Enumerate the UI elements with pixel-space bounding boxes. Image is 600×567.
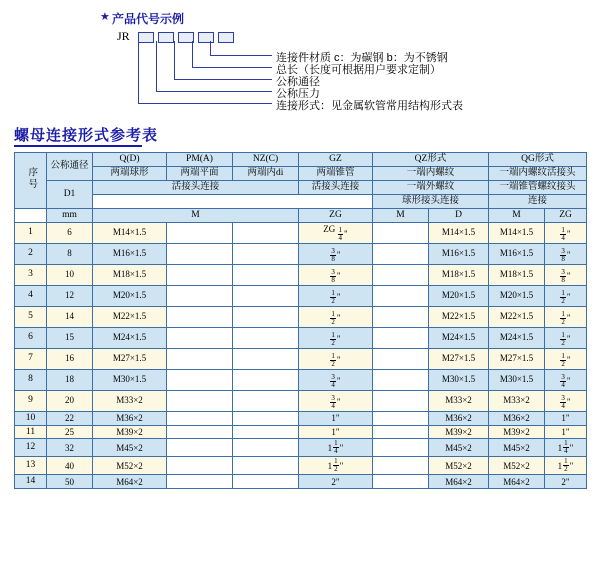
header-sub-d: D: [429, 208, 489, 222]
cell-q-m: M30×1.5: [93, 369, 167, 390]
table-row: [15, 475, 587, 489]
code-box-1: [138, 32, 154, 43]
cell-seq: 8: [15, 369, 47, 390]
header-group-desc2-qg: 一端锥管螺纹接头: [489, 180, 587, 194]
header-group-desc-q: 两端球形: [93, 166, 167, 180]
cell-seq: 2: [15, 243, 47, 264]
table-row: [15, 327, 587, 348]
cell-qg-m: M18×1.5: [489, 264, 545, 285]
cell-qz-m: [373, 222, 429, 243]
cell-pm-m: [167, 369, 233, 390]
cell-q-m: M18×1.5: [93, 264, 167, 285]
cell-nominal-bore: 6: [47, 222, 93, 243]
cell-pm-m: [167, 457, 233, 475]
leader-line-h3: [174, 79, 272, 80]
cell-qz-m: [373, 369, 429, 390]
cell-gz-zg: $\frac{1}{2}$ ": [299, 306, 373, 327]
cell-seq: 7: [15, 348, 47, 369]
cell-qz-m: [373, 457, 429, 475]
star-icon: ★: [100, 11, 110, 23]
header-group-desc-qg: 一端内螺纹活接头: [489, 166, 587, 180]
cell-qz-d: M18×1.5: [429, 264, 489, 285]
cell-seq: 10: [15, 411, 47, 425]
cell-seq: 4: [15, 285, 47, 306]
table-row: [15, 285, 587, 306]
cell-nz-m: [233, 348, 299, 369]
cell-gz-zg: 1": [299, 411, 373, 425]
cell-qg-zg: $\frac{3}{8}$ ": [545, 264, 587, 285]
cell-q-m: M16×1.5: [93, 243, 167, 264]
page-title: 螺母连接形式参考表: [14, 127, 159, 144]
cell-qg-m: M30×1.5: [489, 369, 545, 390]
cell-pm-m: [167, 348, 233, 369]
cell-seq: 13: [15, 457, 47, 475]
cell-nz-m: [233, 457, 299, 475]
cell-qg-zg: $\frac{1}{2}$ ": [545, 306, 587, 327]
cell-seq: 14: [15, 475, 47, 489]
table-row: [15, 369, 587, 390]
cell-qg-zg: $\frac{1}{2}$ ": [545, 285, 587, 306]
header-sub-zg-1: ZG: [299, 208, 373, 222]
cell-q-m: M33×2: [93, 390, 167, 411]
header-group-code-q: Q(D): [93, 153, 167, 167]
cell-qg-zg: 1 $\frac{1}{2}$ ": [545, 457, 587, 475]
cell-qz-d: M45×2: [429, 439, 489, 457]
cell-pm-m: [167, 222, 233, 243]
cell-nz-m: [233, 285, 299, 306]
legend-label-connection-form: 连接形式：见金属软管常用结构形式表: [276, 100, 463, 112]
cell-qz-d: M33×2: [429, 390, 489, 411]
cell-pm-m: [167, 411, 233, 425]
cell-q-m: M22×1.5: [93, 306, 167, 327]
cell-pm-m: [167, 475, 233, 489]
table-row: [15, 348, 587, 369]
cell-q-m: M36×2: [93, 411, 167, 425]
leader-line-h4: [192, 67, 272, 68]
cell-qg-zg: 2": [545, 475, 587, 489]
cell-gz-zg: $\frac{3}{8}$ ": [299, 264, 373, 285]
cell-seq: 3: [15, 264, 47, 285]
spec-table: [14, 152, 587, 489]
leader-line-h1: [138, 103, 272, 104]
table-row: [15, 425, 587, 439]
cell-qg-zg: $\frac{1}{2}$ ": [545, 348, 587, 369]
header-group-code-nz: NZ(C): [233, 153, 299, 167]
cell-qz-m: [373, 306, 429, 327]
cell-qg-zg: 1": [545, 411, 587, 425]
header-d1-label: D1: [47, 180, 93, 208]
cell-nz-m: [233, 264, 299, 285]
header-sub-m-3: M: [489, 208, 545, 222]
cell-gz-zg: $\frac{3}{8}$ ": [299, 243, 373, 264]
legend-label-nominal-pressure: 公称压力: [276, 88, 320, 100]
cell-qg-m: M27×1.5: [489, 348, 545, 369]
cell-gz-zg: $\frac{1}{2}$ ": [299, 348, 373, 369]
cell-qg-zg: $\frac{3}{8}$ ": [545, 243, 587, 264]
cell-qg-m: M14×1.5: [489, 222, 545, 243]
cell-gz-zg: $\frac{1}{2}$ ": [299, 327, 373, 348]
code-box-2: [158, 32, 174, 43]
cell-nominal-bore: 40: [47, 457, 93, 475]
cell-pm-m: [167, 243, 233, 264]
cell-qz-m: [373, 439, 429, 457]
cell-qg-zg: $\frac{1}{4}$ ": [545, 222, 587, 243]
cell-qz-d: M36×2: [429, 411, 489, 425]
cell-pm-m: [167, 285, 233, 306]
cell-nominal-bore: 20: [47, 390, 93, 411]
header-group-code-gz: GZ: [299, 153, 373, 167]
cell-q-m: M64×2: [93, 475, 167, 489]
cell-gz-zg: 1 $\frac{1}{2}$ ": [299, 457, 373, 475]
cell-qz-d: M64×2: [429, 475, 489, 489]
cell-seq: 9: [15, 390, 47, 411]
cell-qg-m: M20×1.5: [489, 285, 545, 306]
cell-nz-m: [233, 425, 299, 439]
cell-qz-m: [373, 425, 429, 439]
code-boxes: [138, 32, 234, 43]
cell-gz-zg: 1": [299, 425, 373, 439]
cell-nominal-bore: 25: [47, 425, 93, 439]
cell-nominal-bore: 22: [47, 411, 93, 425]
header-connection-loose: 活接头连接: [93, 180, 299, 194]
header-sub-m-2: M: [373, 208, 429, 222]
table-header-row-desc2: [15, 180, 587, 194]
spec-table-head-body: [15, 153, 587, 223]
cell-seq: 5: [15, 306, 47, 327]
header-group-desc3-qg: 连接: [489, 194, 587, 208]
header-group-desc2-qz: 一端外螺纹: [373, 180, 489, 194]
cell-q-m: M20×1.5: [93, 285, 167, 306]
cell-qz-m: [373, 475, 429, 489]
cell-nominal-bore: 14: [47, 306, 93, 327]
cell-qg-m: M24×1.5: [489, 327, 545, 348]
leader-line-v5: [210, 41, 211, 55]
cell-nominal-bore: 12: [47, 285, 93, 306]
cell-qg-m: M39×2: [489, 425, 545, 439]
cell-nz-m: [233, 439, 299, 457]
header-unit-blank: [15, 208, 47, 222]
cell-q-m: M52×2: [93, 457, 167, 475]
cell-qz-d: M14×1.5: [429, 222, 489, 243]
cell-gz-zg: $\frac{3}{4}$ ": [299, 390, 373, 411]
cell-nominal-bore: 8: [47, 243, 93, 264]
cell-nz-m: [233, 306, 299, 327]
cell-nz-m: [233, 327, 299, 348]
cell-qz-d: M16×1.5: [429, 243, 489, 264]
legend-label-total-length: 总长（长度可根据用户要求定制）: [276, 64, 441, 76]
cell-qz-m: [373, 348, 429, 369]
cell-qz-m: [373, 411, 429, 425]
cell-gz-zg: ZG $\frac{1}{4}$ ": [299, 222, 373, 243]
header-blank-span: [93, 194, 373, 208]
cell-qz-d: M39×2: [429, 425, 489, 439]
cell-nz-m: [233, 243, 299, 264]
legend-label-nominal-bore: 公称通径: [276, 76, 320, 88]
cell-pm-m: [167, 425, 233, 439]
cell-qg-m: M64×2: [489, 475, 545, 489]
table-row: [15, 243, 587, 264]
title-underline: [14, 145, 142, 147]
cell-pm-m: [167, 264, 233, 285]
leader-line-h2: [156, 91, 272, 92]
cell-seq: 1: [15, 222, 47, 243]
cell-qg-m: M22×1.5: [489, 306, 545, 327]
header-connection-loose-gz: 活接头连接: [299, 180, 373, 194]
code-box-5: [218, 32, 234, 43]
cell-pm-m: [167, 439, 233, 457]
code-prefix: JR: [117, 29, 130, 43]
header-group-desc-gz: 两端锥管: [299, 166, 373, 180]
table-row: [15, 264, 587, 285]
cell-qg-m: M45×2: [489, 439, 545, 457]
cell-qz-d: M27×1.5: [429, 348, 489, 369]
cell-qz-d: M20×1.5: [429, 285, 489, 306]
cell-nominal-bore: 15: [47, 327, 93, 348]
cell-qg-m: M33×2: [489, 390, 545, 411]
cell-qg-zg: 1 $\frac{1}{4}$ ": [545, 439, 587, 457]
table-row: [15, 411, 587, 425]
table-row: [15, 439, 587, 457]
cell-qz-m: [373, 243, 429, 264]
cell-nz-m: [233, 369, 299, 390]
header-sub-zg-2: ZG: [545, 208, 587, 222]
product-code-legend: [0, 0, 600, 118]
cell-seq: 6: [15, 327, 47, 348]
cell-qg-m: M36×2: [489, 411, 545, 425]
leader-line-v1: [138, 41, 139, 103]
cell-q-m: M39×2: [93, 425, 167, 439]
cell-nominal-bore: 32: [47, 439, 93, 457]
cell-qz-d: M52×2: [429, 457, 489, 475]
table-header-row-units: [15, 208, 587, 222]
header-unit-mm: mm: [47, 208, 93, 222]
cell-pm-m: [167, 390, 233, 411]
cell-nz-m: [233, 390, 299, 411]
cell-qz-m: [373, 327, 429, 348]
cell-qg-zg: $\frac{3}{4}$ ": [545, 390, 587, 411]
header-group-desc-nz: 两端内di: [233, 166, 299, 180]
cell-q-m: M24×1.5: [93, 327, 167, 348]
header-group-code-pm: PM(A): [167, 153, 233, 167]
spec-table-body: [15, 222, 587, 489]
legend-title: 产品代号示例: [112, 12, 185, 26]
code-box-4: [198, 32, 214, 43]
table-header-row-desc3: [15, 194, 587, 208]
table-row: [15, 457, 587, 475]
leader-line-h5: [210, 55, 272, 56]
table-row: [15, 222, 587, 243]
header-seq: 序号: [15, 153, 47, 209]
cell-pm-m: [167, 306, 233, 327]
cell-qz-d: M22×1.5: [429, 306, 489, 327]
header-nominal-bore: 公称通径: [47, 153, 93, 181]
header-group-desc-qz: 一端内螺纹: [373, 166, 489, 180]
cell-nominal-bore: 16: [47, 348, 93, 369]
header-group-code-qg: QG形式: [489, 153, 587, 167]
cell-nz-m: [233, 411, 299, 425]
cell-gz-zg: $\frac{1}{2}$ ": [299, 285, 373, 306]
cell-qg-zg: $\frac{3}{4}$ ": [545, 369, 587, 390]
legend-label-material: 连接件材质 c：为碳钢 b：为不锈钢: [276, 52, 448, 64]
table-header-row-desc1: [15, 166, 587, 180]
cell-qz-d: M24×1.5: [429, 327, 489, 348]
cell-gz-zg: 2": [299, 475, 373, 489]
header-group-code-qz: QZ形式: [373, 153, 489, 167]
cell-q-m: M14×1.5: [93, 222, 167, 243]
leader-line-v2: [156, 41, 157, 91]
leader-line-v3: [174, 41, 175, 79]
cell-qg-m: M16×1.5: [489, 243, 545, 264]
cell-qz-d: M30×1.5: [429, 369, 489, 390]
table-header-row-codes: [15, 153, 587, 167]
cell-seq: 12: [15, 439, 47, 457]
cell-gz-zg: $\frac{3}{4}$ ": [299, 369, 373, 390]
cell-seq: 11: [15, 425, 47, 439]
cell-gz-zg: 1 $\frac{1}{4}$ ": [299, 439, 373, 457]
header-sub-m-1: M: [93, 208, 299, 222]
cell-qg-zg: $\frac{1}{2}$ ": [545, 327, 587, 348]
cell-nz-m: [233, 475, 299, 489]
cell-qg-zg: 1": [545, 425, 587, 439]
cell-pm-m: [167, 327, 233, 348]
leader-line-v4: [192, 41, 193, 67]
cell-qz-m: [373, 285, 429, 306]
spec-table-wrapper: [14, 152, 586, 489]
cell-qz-m: [373, 264, 429, 285]
cell-nz-m: [233, 222, 299, 243]
header-group-desc-pm: 两端平面: [167, 166, 233, 180]
cell-nominal-bore: 18: [47, 369, 93, 390]
cell-nominal-bore: 10: [47, 264, 93, 285]
header-group-desc3-qz: 球形接头连接: [373, 194, 489, 208]
cell-q-m: M27×1.5: [93, 348, 167, 369]
table-row: [15, 306, 587, 327]
table-row: [15, 390, 587, 411]
cell-qg-m: M52×2: [489, 457, 545, 475]
cell-nominal-bore: 50: [47, 475, 93, 489]
cell-q-m: M45×2: [93, 439, 167, 457]
cell-qz-m: [373, 390, 429, 411]
